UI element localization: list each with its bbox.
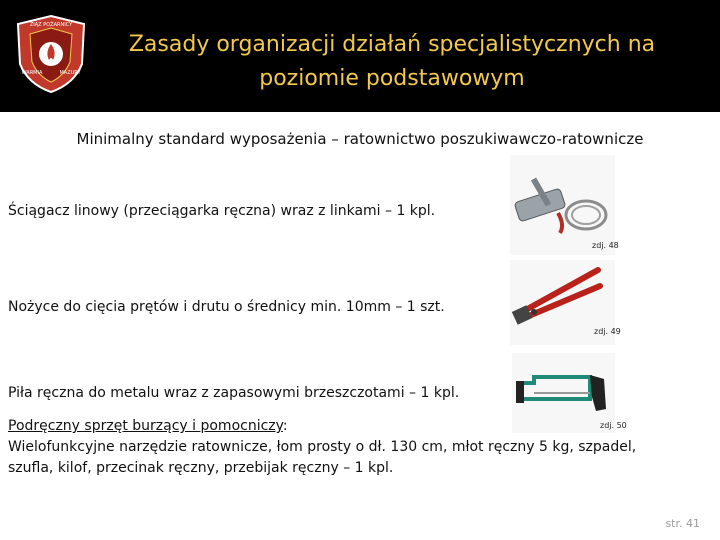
logo-text-top: ZIĄZ POŻARNICY bbox=[29, 22, 73, 28]
item-hacksaw-caption: zdj. 50 bbox=[600, 421, 627, 430]
fire-brigade-emblem-icon bbox=[14, 14, 88, 94]
bottom-heading-line bbox=[8, 416, 698, 437]
logo-text-right: MAZURY bbox=[59, 70, 81, 76]
bottom-heading: Podręczny sprzęt burzący i pomocniczy bbox=[8, 418, 283, 434]
slide-header bbox=[0, 0, 720, 112]
bottom-heading-colon: : bbox=[282, 418, 288, 434]
bottom-line-2: Wielofunkcyjne narzędzie ratownicze, łom prosty o dł. 130 cm, młot ręczny 5 kg, szpadel, bbox=[8, 439, 637, 455]
title-line-2: poziomie podstawowym bbox=[259, 66, 525, 91]
winch-icon bbox=[510, 155, 615, 255]
slide-subtitle: Minimalny standard wyposażenia – ratownictwo poszukiwawczo-ratownicze bbox=[76, 130, 644, 148]
logo-text-left: WARMIA bbox=[21, 70, 43, 76]
item-hacksaw-text: Piła ręczna do metalu wraz z zapasowymi brzeszczotami – 1 kpl. bbox=[8, 385, 460, 401]
item-bolt-cutter-text: Nożyce do cięcia prętów i drutu o średnicy min. 10mm – 1 szt. bbox=[8, 299, 445, 315]
title-line-1: Zasady organizacji działań specjalistycznych na bbox=[128, 32, 656, 57]
item-winch-caption: zdj. 48 bbox=[592, 241, 619, 250]
bottom-paragraph bbox=[8, 416, 698, 479]
item-bolt-cutter-caption: zdj. 49 bbox=[594, 327, 621, 336]
bottom-line-3: szufla, kilof, przecinak ręczny, przebijak ręczny – 1 kpl. bbox=[8, 460, 394, 476]
item-winch-text: Ściągacz linowy (przeciągarka ręczna) wraz z linkami – 1 kpl. bbox=[8, 203, 436, 219]
winch-photo bbox=[510, 155, 615, 255]
slide-title bbox=[92, 28, 692, 96]
page-number: str. 41 bbox=[665, 517, 700, 530]
